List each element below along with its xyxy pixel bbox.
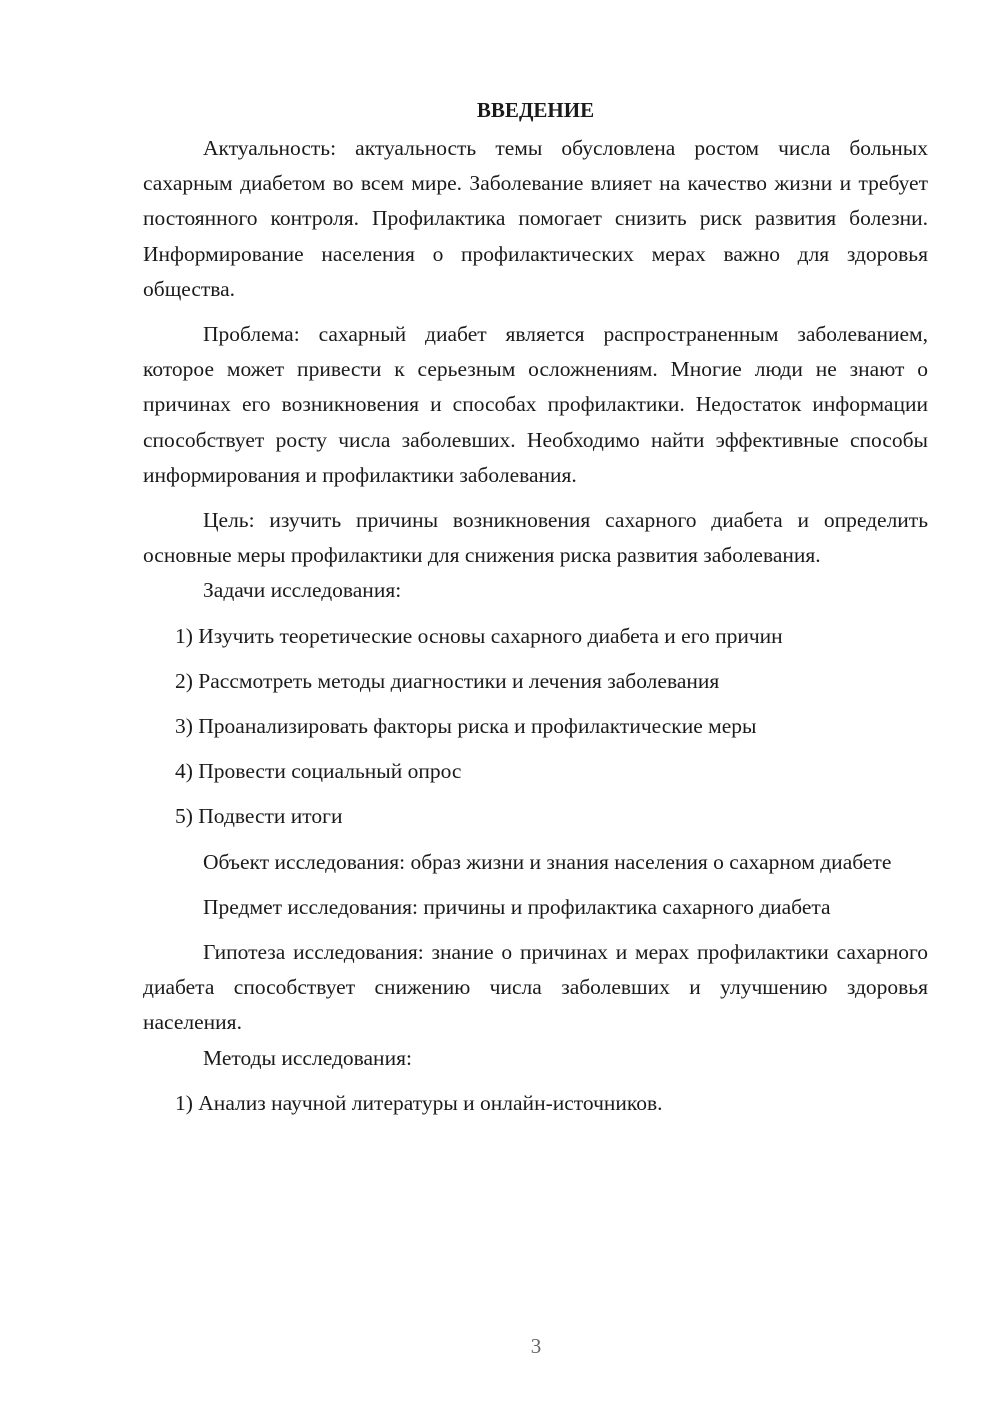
list-item: 4) Провести социальный опрос <box>175 759 462 784</box>
document-page <box>143 90 928 1121</box>
goal-paragraph: Цель: изучить причины возникновения сахарного диабета и определить основные меры профилактики для снижения риска развития заболевания. <box>143 508 928 568</box>
page-title: ВВЕДЕНИЕ <box>476 98 595 122</box>
hypothesis-paragraph: Гипотеза исследования: знание о причинах и мерах профилактики сахарного диабета способствует снижению числа заболевших и улучшению здоровья населения. <box>143 940 928 1035</box>
tasks-heading: Задачи исследования: <box>203 578 402 603</box>
methods-heading: Методы исследования: <box>203 1045 412 1070</box>
relevance-paragraph: Актуальность: актуальность темы обусловлена ростом числа больных сахарным диабетом во всем мире. Заболевание влияет на качество жизни и требует постоянного контроля. Профилактика помогает снизить риск развития болезни. Информирование населения о профилактических мерах важно для здоровья общества. <box>143 136 928 301</box>
list-item: 1) Изучить теоретические основы сахарного диабета и его причин <box>175 623 783 648</box>
list-item: 2) Рассмотреть методы диагностики и лечения заболевания <box>175 668 720 693</box>
list-item: 3) Проанализировать факторы риска и профилактические меры <box>175 714 757 739</box>
subject-paragraph: Предмет исследования: причины и профилактика сахарного диабета <box>203 894 831 919</box>
object-paragraph: Объект исследования: образ жизни и знания населения о сахарном диабете <box>203 849 892 874</box>
list-item: 1) Анализ научной литературы и онлайн-источников. <box>175 1090 663 1115</box>
list-item: 5) Подвести итоги <box>175 804 343 829</box>
methods-list <box>143 1086 928 1121</box>
problem-paragraph: Проблема: сахарный диабет является распространенным заболеванием, которое может привести к серьезным осложнениям. Многие люди не знают о причинах его возникновения и способах профилактики. Недостаток информации способствует росту числа заболевших. Необходимо найти эффективные способы информирования и профилактики заболевания. <box>143 322 928 487</box>
tasks-list <box>143 619 928 835</box>
page-number: 3 <box>530 1334 542 1358</box>
